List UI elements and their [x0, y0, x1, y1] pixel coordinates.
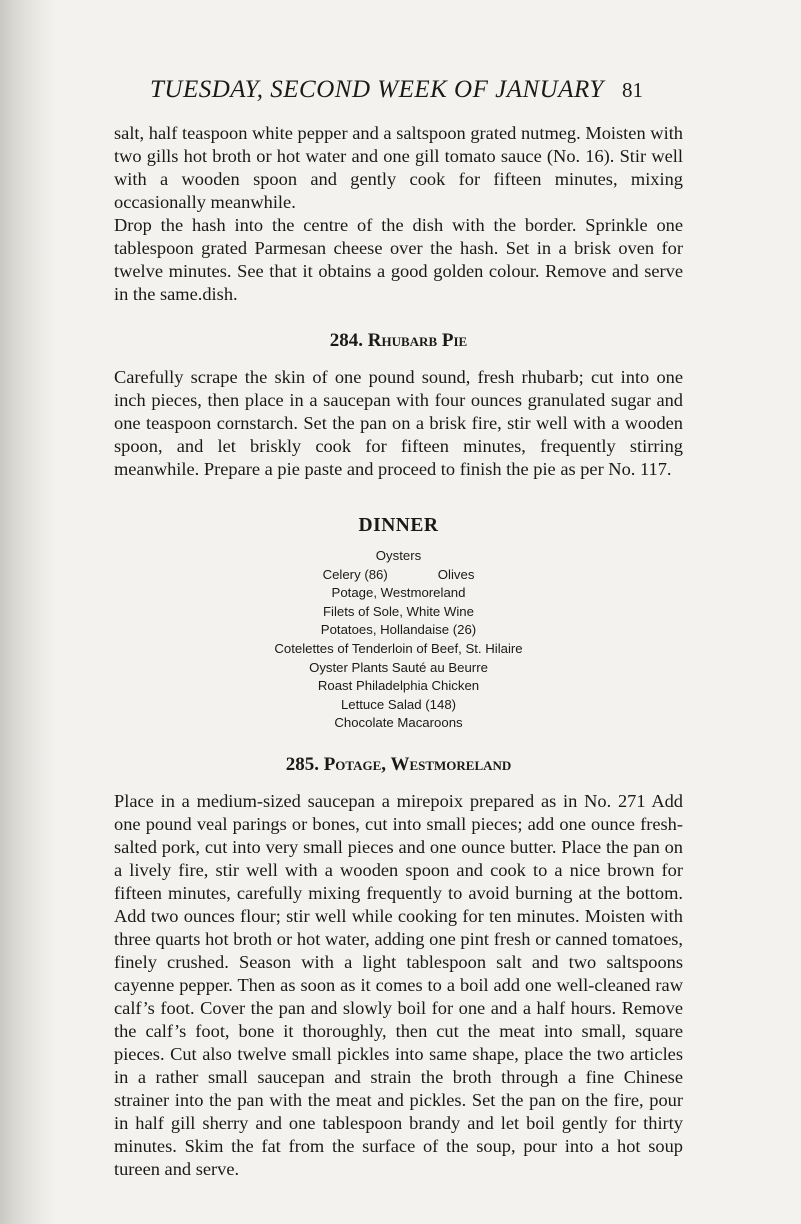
- menu-item: Filets of Sole, White Wine: [323, 603, 474, 619]
- menu-item-celery: Celery (86): [322, 566, 388, 582]
- recipe-heading-potage-westmoreland: 285. Potage, Westmoreland: [285, 753, 512, 775]
- menu-item: Chocolate Macaroons: [334, 715, 463, 731]
- recipe-heading-rhubarb-pie: 284. Rhubarb Pie: [329, 330, 468, 351]
- menu-item: Oysters: [375, 548, 422, 563]
- paragraph-potage-westmoreland: Place in a medium-sized saucepan a mirepoix prepared as in No. 271 Add one pound veal parings or bones, cut into small pieces; add one ounce fresh-salted pork, cut into very small pieces and one ounce butter. Place the pan on a lively fire, stir well with a wooden spoon and cook to a nice brown for fifteen minutes, carefully mixing frequently to avoid burning at the bottom. Add two ounces flour; stir well while cooking for ten minutes. Moisten with three quarts hot broth or hot water, adding one pint fresh or canned tomatoes, finely crushed. Season with a light tablespoon salt and two saltspoons cayenne pepper. Then as soon as it comes to a boil add one well-cleaned raw calf’s foot. Cover the pan and slowly boil for one and a half hours. Remove the calf’s foot, bone it thoroughly, then cut the meat into small, square pieces. Cut also twelve small pickles into same shape, place the two articles in a rather small saucepan and strain the broth through a fine Chinese strainer into the pan with the meat and pickles. Set the pan on the fire, pour in half gill sherry and one tablespoon brandy and let boil gently for thirty minutes. Skim the fat from the surface of the soup, pour into a hot soup tureen and serve.: [114, 790, 683, 1179]
- paragraph-hash-serve: Drop the hash into the centre of the dish with the border. Sprinkle one tablespoon grated Parmesan cheese over the hash. Set in a brisk oven for twelve minutes. See that it obtains a good golden colour. Remove and serve in the same.dish.: [114, 215, 683, 304]
- dinner-menu-list: [114, 547, 683, 733]
- spacer: [114, 306, 683, 329]
- running-title: TUESDAY, SECOND WEEK OF JANUARY: [150, 76, 604, 103]
- spacer: [114, 537, 683, 547]
- spacer: [114, 777, 683, 790]
- menu-item: Lettuce Salad (148): [340, 696, 457, 712]
- spacer: [114, 353, 683, 366]
- menu-item: [114, 566, 683, 585]
- page-number: 81: [622, 78, 643, 102]
- paragraph-hash-continued: salt, half teaspoon white pepper and a saltspoon grated nutmeg. Moisten with two gills hot broth or hot water and one gill tomato sauce (No. 16). Stir well with a wooden spoon and gently cook for fifteen minutes, mixing occasionally meanwhile.: [114, 123, 683, 212]
- menu-item-olives: Olives: [437, 566, 475, 582]
- page-body: [114, 122, 683, 1181]
- paragraph-rhubarb-pie: Carefully scrape the skin of one pound sound, fresh rhubarb; cut into one inch pieces, then place in a saucepan with four ounces granulated sugar and one teaspoon cornstarch. Set the pan on a brisk fire, stir well with a wooden spoon, and let briskly cook for fifteen minutes, frequently stirring meanwhile. Prepare a pie paste and proceed to finish the pie as per No. 117.: [114, 367, 683, 479]
- menu-item: Oyster Plants Sauté au Beurre: [309, 659, 488, 675]
- menu-heading-dinner: DINNER: [358, 515, 439, 536]
- menu-item: Roast Philadelphia Chicken: [317, 678, 480, 694]
- menu-item: Cotelettes of Tenderloin of Beef, St. Hilaire: [274, 640, 523, 656]
- spacer: [114, 733, 683, 753]
- menu-item: Potatoes, Hollandaise (26): [320, 622, 477, 638]
- spacer: [114, 481, 683, 515]
- page-edge-shadow: [0, 0, 56, 1224]
- menu-item: Potage, Westmoreland: [331, 585, 466, 601]
- page-header: [0, 76, 801, 112]
